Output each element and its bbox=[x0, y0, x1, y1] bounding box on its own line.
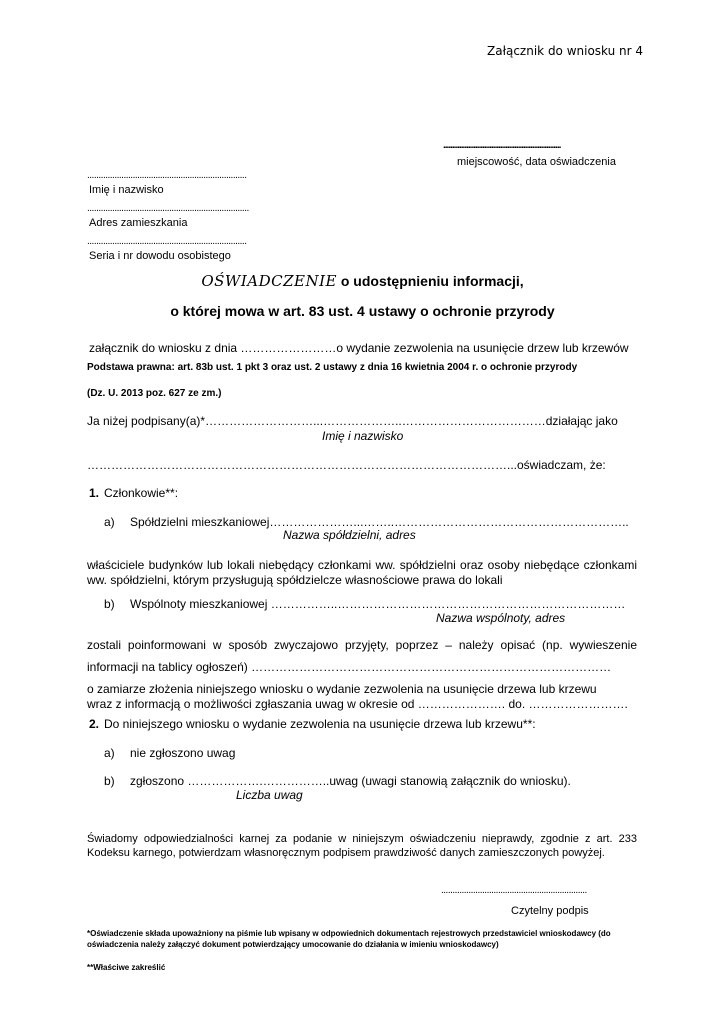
section2-b-letter: b) bbox=[104, 774, 115, 788]
document-subtitle: o której mowa w art. 83 ust. 4 ustawy o ochronie przyrody bbox=[170, 303, 555, 319]
undersigned-line: Ja niżej podpisany(a)*………………………...………………..………………………………działając jako bbox=[87, 414, 618, 428]
section2-heading: Do niniejszego wniosku o wydanie zezwolenia na usunięcie drzewa lub krzewu**: bbox=[104, 717, 536, 731]
section1-a-letter: a) bbox=[104, 515, 115, 529]
title-word: OŚWIADCZENIE bbox=[201, 272, 337, 290]
section2-a-letter: a) bbox=[104, 746, 115, 760]
intent-line-2: wraz z informacją o możliwości zgłaszania uwag w okresie od …………………. do. ……………………. bbox=[87, 697, 628, 711]
comments-count-label: Liczba uwag bbox=[236, 788, 303, 802]
footnote-strike: **Właściwe zakreślić bbox=[87, 963, 166, 972]
section1-number: 1. bbox=[89, 486, 100, 500]
intro-text: załącznik do wniosku z dnia ……………………o wydanie zezwolenia na usunięcie drzew lub krzewów bbox=[89, 341, 629, 355]
document-title bbox=[0, 272, 725, 290]
address-label: Adres zamieszkania bbox=[89, 217, 188, 229]
cooperative-label: Nazwa spółdzielni, adres bbox=[283, 528, 416, 542]
name-line: ...................................................................... bbox=[87, 170, 247, 181]
signature-label: Czytelny podpis bbox=[511, 905, 589, 917]
attachment-label: Załącznik do wniosku nr 4 bbox=[487, 44, 644, 58]
undersigned-label: Imię i nazwisko bbox=[322, 429, 404, 443]
place-date-label: miejscowość, data oświadczenia bbox=[457, 156, 616, 168]
signature-line: ................................................................ bbox=[441, 885, 587, 896]
liability-statement: Świadomy odpowiedzialności karnej za podanie w niniejszym oświadczeniu nieprawdy, zgodnie z art. 233 Kodeksu karnego, potwierdzam własnoręcznym podpisem prawdziwość danych zamieszczonych powyżej. bbox=[87, 833, 637, 859]
title-rest: o udostępnieniu informacji, bbox=[336, 273, 524, 289]
notice-board-line: informacji na tablicy ogłoszeń) ……………………………………………………………………………… bbox=[87, 660, 612, 674]
address-line: ....................................................................... bbox=[87, 203, 249, 214]
community-line: Wspólnoty mieszkaniowej ……………..……………………………………………………………… bbox=[130, 597, 626, 611]
cooperative-line: Spółdzielni mieszkaniowej…………………...……..………………………………………………….. bbox=[130, 515, 629, 529]
legal-basis: Podstawa prawna: art. 83b ust. 1 pkt 3 oraz ust. 2 ustawy z dnia 16 kwietnia 2004 r. o ochronie przyrody bbox=[87, 362, 578, 373]
footnote-representative: *Oświadczenie składa upoważniony na piśmie lub wpisany w odpowiednich dokumentach rejestrowych przedstawiciel wnioskodawcy (do oświadczenia należy załączyć dokument potwierdzający umocowanie do działania w imieniu wnioskodawcy) bbox=[87, 929, 611, 949]
place-date-line: .................................................................. bbox=[443, 140, 561, 151]
declaration-line: ……………………………………………………………………………………………...oświadczam, że: bbox=[87, 458, 606, 472]
section2-number: 2. bbox=[89, 717, 100, 731]
comments-count-line: zgłoszono ……………….……………..uwag (uwagi stanowią załącznik do wniosku). bbox=[130, 774, 571, 788]
id-label: Seria i nr dowodu osobistego bbox=[89, 250, 231, 262]
intent-line-1: o zamiarze złożenia niniejszego wniosku o wydanie zezwolenia na usunięcie drzewa lub krzewu bbox=[87, 682, 597, 696]
name-label: Imię i nazwisko bbox=[89, 184, 164, 196]
section1-heading: Członkowie**: bbox=[104, 486, 179, 500]
id-line: ...................................................................... bbox=[87, 236, 247, 247]
legal-reference: (Dz. U. 2013 poz. 627 ze zm.) bbox=[87, 388, 222, 399]
community-label: Nazwa wspólnoty, adres bbox=[436, 611, 566, 625]
no-comments-option: nie zgłoszono uwag bbox=[130, 746, 236, 760]
owners-paragraph: właściciele budynków lub lokali niebędący członkami ww. spółdzielni oraz osoby niebędące członkami ww. spółdzielni, którym przysługują spółdzielcze własnościowe prawa do lokali bbox=[87, 558, 637, 587]
section1-b-letter: b) bbox=[104, 597, 115, 611]
informed-line: zostali poinformowani w sposób zwyczajowo przyjęty, poprzez – należy opisać (np. wywieszenie bbox=[87, 638, 637, 652]
